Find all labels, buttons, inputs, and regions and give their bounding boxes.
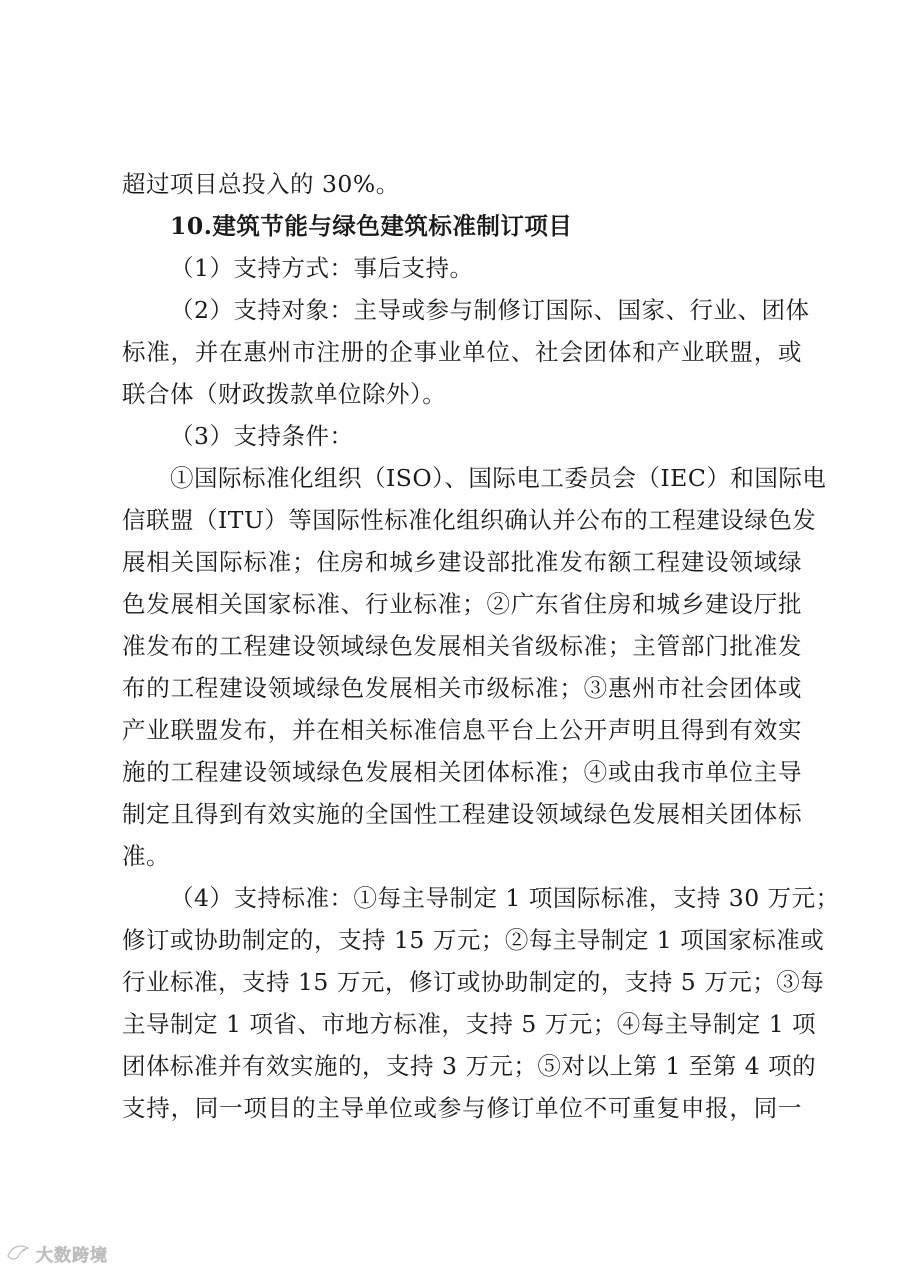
section-heading: 10.建筑节能与绿色建筑标准制订项目	[170, 212, 573, 240]
paragraph-line: ①国际标准化组织（ISO）、国际电工委员会（IEC）和国际电	[170, 464, 827, 492]
watermark	[6, 1240, 108, 1266]
paragraph-line: 色发展相关国家标准、行业标准；②广东省住房和城乡建设厅批	[122, 590, 802, 618]
paragraph-line: 布的工程建设领域绿色发展相关市级标准；③惠州市社会团体或	[122, 674, 802, 702]
paragraph-line: 主导制定 1 项省、市地方标准，支持 5 万元；④每主导制定 1 项	[122, 1010, 817, 1038]
paragraph-line: 施的工程建设领域绿色发展相关团体标准；④或由我市单位主导	[122, 758, 802, 786]
paragraph-line: 超过项目总投入的 30%。	[122, 170, 400, 198]
paragraph-line: 信联盟（ITU）等国际性标准化组织确认并公布的工程建设绿色发	[122, 506, 817, 534]
paragraph-line: 支持，同一项目的主导单位或参与修订单位不可重复申报，同一	[122, 1094, 802, 1122]
paragraph-line: （4）支持标准：①每主导制定 1 项国际标准，支持 30 万元；	[170, 884, 840, 912]
paragraph-line: 制定且得到有效实施的全国性工程建设领域绿色发展相关团体标	[122, 800, 802, 828]
paragraph-line: 标准，并在惠州市注册的企事业单位、社会团体和产业联盟，或	[122, 338, 802, 366]
paragraph-line: 行业标准，支持 15 万元，修订或协助制定的，支持 5 万元；③每	[122, 968, 825, 996]
paragraph-line: 准。	[122, 842, 170, 870]
paragraph-line: （3）支持条件：	[170, 422, 354, 450]
paragraph-line: 联合体（财政拨款单位除外）。	[122, 380, 447, 408]
paragraph-line: 修订或协助制定的，支持 15 万元；②每主导制定 1 项国家标准或	[122, 926, 825, 954]
paragraph-line: 产业联盟发布，并在相关标准信息平台上公开声明且得到有效实	[122, 716, 802, 744]
paragraph-line: 展相关国际标准；住房和城乡建设部批准发布额工程建设领域绿	[122, 548, 802, 576]
paragraph-line: （1）支持方式：事后支持。	[170, 254, 474, 282]
paragraph-line: 准发布的工程建设领域绿色发展相关省级标准；主管部门批准发	[122, 632, 802, 660]
watermark-text: 大数跨境	[36, 1245, 108, 1266]
paragraph-line: 团体标准并有效实施的，支持 3 万元；⑤对以上第 1 至第 4 项的	[122, 1052, 817, 1080]
bird-logo-icon	[6, 1242, 32, 1264]
paragraph-line: （2）支持对象：主导或参与制修订国际、国家、行业、团体	[170, 296, 810, 324]
